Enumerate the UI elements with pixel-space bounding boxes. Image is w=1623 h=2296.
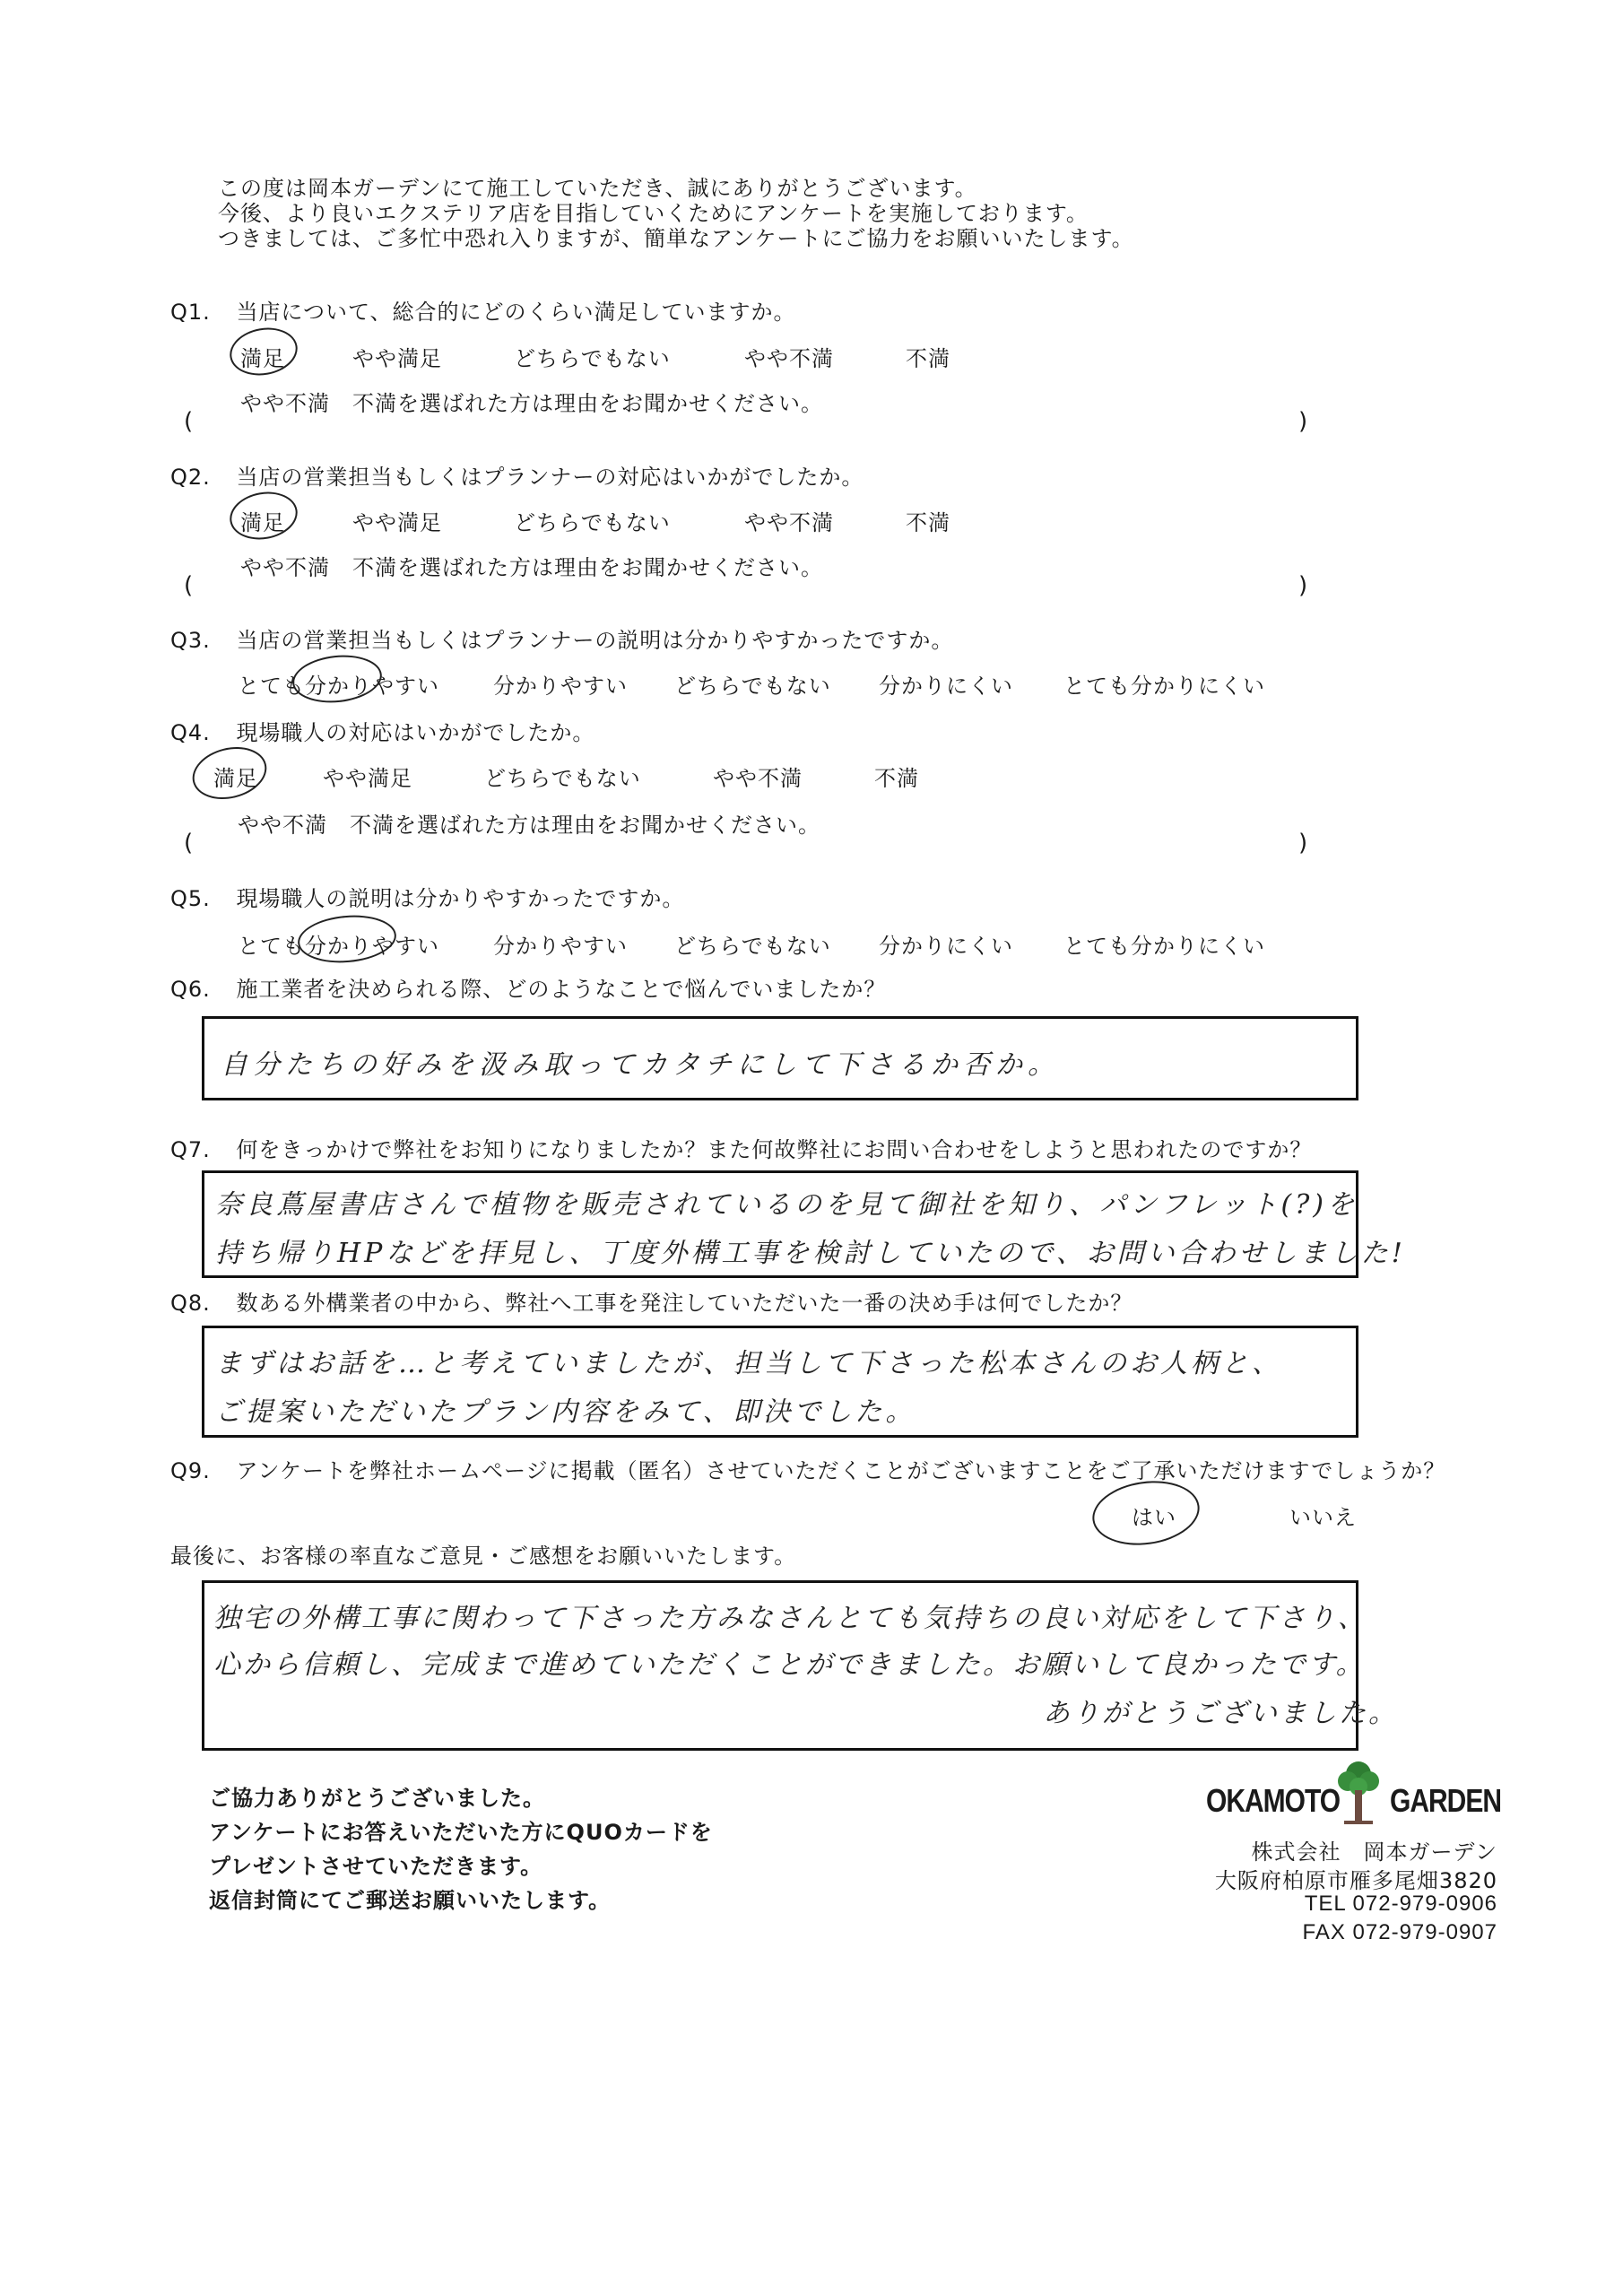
company-info bbox=[1184, 1834, 1497, 2005]
q9-label: Q9. bbox=[170, 1458, 211, 1483]
q1-option-1[interactable]: 満足 bbox=[240, 346, 285, 371]
q5-option-1[interactable]: とても分かりやすい bbox=[238, 934, 439, 959]
q1-reason-open: ( bbox=[184, 408, 194, 435]
q4-option-1[interactable]: 満足 bbox=[213, 766, 258, 791]
q1-option-3[interactable]: どちらでもない bbox=[514, 346, 671, 371]
q4-reason-note: やや不満 不満を選ばれた方は理由をお聞かせください。 bbox=[238, 813, 820, 838]
q6-label: Q6. bbox=[170, 977, 211, 1002]
q1-selected-circle bbox=[226, 323, 301, 380]
q7-question bbox=[170, 1132, 1312, 1163]
intro-line-2: 今後、より良いエクステリア店を目指していくためにアンケートを実施しております。 bbox=[218, 201, 1089, 226]
q4-selected-circle bbox=[187, 740, 272, 807]
q5-label: Q5. bbox=[170, 886, 211, 911]
q3-text: 当店の営業担当もしくはプランナーの説明は分かりやすかったですか。 bbox=[236, 628, 954, 653]
q4-text: 現場職人の対応はいかがでしたか。 bbox=[236, 720, 595, 745]
intro-line-3: つきましては、ご多忙中恐れ入りますが、簡単なアンケートにご協力をお願いいたします。 bbox=[218, 226, 1134, 251]
q9-question bbox=[170, 1453, 1445, 1484]
q6-text: 施工業者を決められる際、どのようなことで悩んでいましたか？ bbox=[236, 977, 887, 1002]
q4-option-4[interactable]: やや不満 bbox=[713, 766, 803, 791]
q7-answer-line-1: 奈良蔦屋書店さんで植物を販売されているのを見て御社を知り、パンフレット(?)を bbox=[215, 1189, 1358, 1221]
q6-question bbox=[170, 971, 886, 1003]
q4-option-2[interactable]: やや満足 bbox=[323, 766, 412, 791]
q3-question bbox=[170, 622, 953, 654]
q5-option-4[interactable]: 分かりにくい bbox=[879, 934, 1013, 959]
q1-reason-note: やや不満 不満を選ばれた方は理由をお聞かせください。 bbox=[240, 391, 823, 416]
q2-label: Q2. bbox=[170, 465, 211, 490]
q2-reason-open: ( bbox=[184, 572, 194, 599]
q9-text: アンケートを弊社ホームページに掲載（匿名）させていただくことがございますことをご了承いただけますでしょうか？ bbox=[236, 1458, 1446, 1483]
company-logo bbox=[1206, 1758, 1502, 1825]
q2-option-4[interactable]: やや不満 bbox=[744, 510, 834, 535]
closing-question: 最後に、お客様の率直なご意見・ご感想をお願いいたします。 bbox=[170, 1544, 797, 1569]
q1-reason-close: ) bbox=[1298, 408, 1308, 435]
q4-question bbox=[170, 715, 595, 746]
q7-label: Q7. bbox=[170, 1137, 211, 1162]
footer-line-4: 返信封筒にてご郵送お願いいたします。 bbox=[209, 1888, 612, 1913]
closing-answer-line-2: 心から信頼し、完成まで進めていただくことができました。お願いして良かったです。 bbox=[213, 1649, 1366, 1681]
q4-option-5[interactable]: 不満 bbox=[874, 766, 919, 791]
footer-line-3: プレゼントさせていただきます。 bbox=[209, 1854, 543, 1879]
company-fax: FAX 072-979-0907 bbox=[1302, 1920, 1497, 1944]
q3-option-4[interactable]: 分かりにくい bbox=[879, 674, 1013, 699]
q8-answer-line-1: まずはお話を…と考えていましたが、担当して下さった松本さんのお人柄と、 bbox=[215, 1348, 1282, 1379]
q7-text: 何をきっかけで弊社をお知りになりましたか？また何故弊社にお問い合わせをしようと思われたのですか？ bbox=[236, 1137, 1313, 1162]
q5-option-5[interactable]: とても分かりにくい bbox=[1063, 934, 1265, 959]
q1-option-2[interactable]: やや満足 bbox=[352, 346, 442, 371]
footer-line-1: ご協力ありがとうございました。 bbox=[209, 1786, 545, 1811]
q3-option-2[interactable]: 分かりやすい bbox=[493, 674, 628, 699]
q4-reason-close: ) bbox=[1298, 830, 1308, 857]
q2-option-5[interactable]: 不満 bbox=[906, 510, 950, 535]
footer-line-2: アンケートにお答えいただいた方にQUOカードを bbox=[209, 1820, 713, 1845]
logo-text-left: OKAMOTO bbox=[1206, 1783, 1341, 1820]
q2-option-3[interactable]: どちらでもない bbox=[514, 510, 671, 535]
q7-answer-box[interactable] bbox=[202, 1170, 1406, 1278]
q1-option-4[interactable]: やや不満 bbox=[744, 346, 834, 371]
q8-answer-box[interactable] bbox=[202, 1326, 1358, 1438]
intro-line-1: この度は岡本ガーデンにて施工していただき、誠にありがとうございます。 bbox=[218, 176, 977, 201]
q9-option-no[interactable]: いいえ bbox=[1289, 1505, 1357, 1530]
q8-label: Q8. bbox=[170, 1291, 211, 1316]
closing-answer-box[interactable] bbox=[202, 1580, 1398, 1751]
q2-reason-note: やや不満 不満を選ばれた方は理由をお聞かせください。 bbox=[240, 555, 823, 580]
q4-option-3[interactable]: どちらでもない bbox=[484, 766, 641, 791]
logo-text-right: GARDEN bbox=[1390, 1783, 1502, 1820]
q1-question bbox=[170, 294, 795, 326]
q3-option-3[interactable]: どちらでもない bbox=[674, 674, 831, 699]
q8-answer-line-2: ご提案いただいたプラン内容をみて、即決でした。 bbox=[215, 1396, 916, 1428]
q8-question bbox=[170, 1285, 1133, 1317]
q1-option-5[interactable]: 不満 bbox=[906, 346, 950, 371]
tree-icon bbox=[1332, 1758, 1385, 1825]
company-name: 株式会社 岡本ガーデン bbox=[1251, 1839, 1497, 1865]
company-tel: TEL 072-979-0906 bbox=[1304, 1892, 1497, 1916]
q9-option-yes[interactable]: はい bbox=[1132, 1505, 1176, 1530]
q4-label: Q4. bbox=[170, 720, 211, 745]
q3-option-5[interactable]: とても分かりにくい bbox=[1063, 674, 1265, 699]
q2-option-2[interactable]: やや満足 bbox=[352, 510, 442, 535]
q6-answer-box[interactable] bbox=[202, 1016, 1358, 1100]
q8-text: 数ある外構業者の中から、弊社へ工事を発注していただいた一番の決め手は何でしたか？ bbox=[236, 1291, 1133, 1316]
q3-option-1[interactable]: とても分かりやすい bbox=[238, 674, 439, 699]
q7-answer-line-2: 持ち帰りHPなどを拝見し、丁度外構工事を検討していたので、お問い合わせしました! bbox=[215, 1238, 1406, 1269]
q2-question bbox=[170, 459, 864, 491]
q5-question bbox=[170, 881, 684, 912]
company-address: 大阪府柏原市雁多尾畑3820 bbox=[1214, 1868, 1497, 1893]
closing-answer-line-1: 独宅の外構工事に関わって下さった方みなさんとても気持ちの良い対応をして下さり、 bbox=[213, 1603, 1367, 1634]
q5-text: 現場職人の説明は分かりやすかったですか。 bbox=[236, 886, 685, 911]
q2-selected-circle bbox=[226, 487, 301, 544]
q2-option-1[interactable]: 満足 bbox=[240, 510, 285, 535]
q5-option-3[interactable]: どちらでもない bbox=[674, 934, 831, 959]
closing-answer-line-3: ありがとうございました。 bbox=[1043, 1698, 1398, 1729]
q1-text: 当店について、総合的にどのくらい満足していますか。 bbox=[236, 300, 796, 325]
q4-reason-open: ( bbox=[184, 830, 194, 857]
q6-answer-line-1: 自分たちの好みを汲み取ってカタチにして下さるか否か。 bbox=[221, 1049, 1060, 1081]
q9-selected-circle bbox=[1089, 1474, 1204, 1552]
q5-option-2[interactable]: 分かりやすい bbox=[493, 934, 628, 959]
q2-reason-close: ) bbox=[1298, 572, 1308, 599]
q3-label: Q3. bbox=[170, 628, 211, 653]
q2-text: 当店の営業担当もしくはプランナーの対応はいかがでしたか。 bbox=[236, 465, 864, 490]
q1-label: Q1. bbox=[170, 300, 211, 325]
